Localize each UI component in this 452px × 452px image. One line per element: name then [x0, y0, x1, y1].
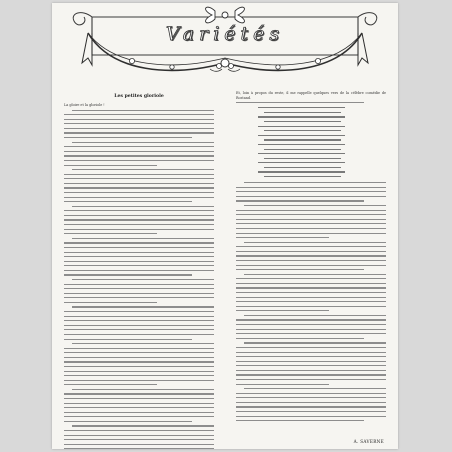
body-text-block [64, 110, 214, 449]
section-title: Variétés [165, 23, 285, 45]
header-banner [52, 3, 398, 81]
article-left-column [64, 91, 214, 449]
newspaper-page [52, 3, 398, 449]
right-column-lede: Et, loin à propos du reste, il me rappelle quelques vers de la célèbre comédie de Rostand. [236, 91, 386, 100]
author-signature: A. SAVERNE [353, 439, 384, 444]
body-text-block [236, 102, 386, 421]
article-title: Les petites gloriole [114, 94, 164, 99]
article-lede: La gloire et la gloriole ! [64, 103, 105, 107]
article-right-column [236, 91, 386, 425]
verse-block [258, 107, 386, 177]
